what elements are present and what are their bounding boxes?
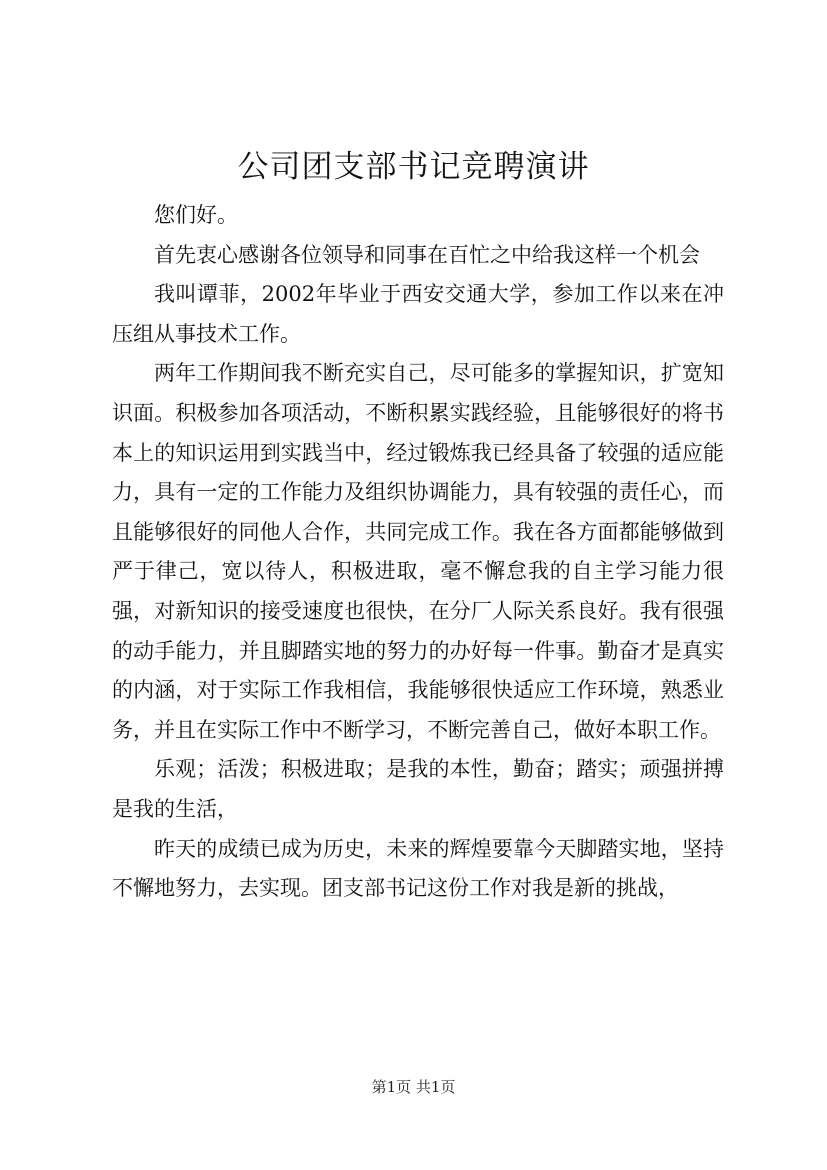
paragraph: 我叫谭菲，2002年毕业于西安交通大学，参加工作以来在冲压组从事技术工作。 bbox=[112, 282, 724, 346]
page-title: 公司团支部书记竞聘演讲 bbox=[237, 149, 590, 185]
document-body bbox=[112, 196, 724, 909]
paragraph: 两年工作期间我不断充实自己，尽可能多的掌握知识，扩宽知识面。积极参加各项活动，不断积累实践经验，且能够很好的将书本上的知识运用到实践当中，经过锻炼我已经具备了较强的适应能力，具有一定的工作能力及组织协调能力，具有较强的责任心，而且能够很好的同他人合作，共同完成工作。我在各方面都能够做到严于律己，宽以待人，积极进取，毫不懈怠我的自主学习能力很强，对新知识的接受速度也很快，在分厂人际关系良好。我有很强的动手能力，并且脚踏实地的努力的办好每一件事。勤奋才是真实的内涵，对于实际工作我相信，我能够很快适应工作环境，熟悉业务，并且在实际工作中不断学习，不断完善自己，做好本职工作。 bbox=[112, 361, 724, 742]
paragraph: 乐观；活泼；积极进取；是我的本性，勤奋；踏实；顽强拼搏是我的生活， bbox=[112, 757, 724, 821]
paragraph: 首先衷心感谢各位领导和同事在百忙之中给我这样一个机会 bbox=[154, 242, 700, 267]
paragraph: 您们好。 bbox=[154, 203, 238, 227]
page-footer: 第1页 共1页 bbox=[371, 1078, 456, 1096]
paragraph: 昨天的成绩已成为历史，未来的辉煌要靠今天脚踏实地，坚持不懈地努力，去实现。团支部书记这份工作对我是新的挑战， bbox=[112, 836, 724, 901]
